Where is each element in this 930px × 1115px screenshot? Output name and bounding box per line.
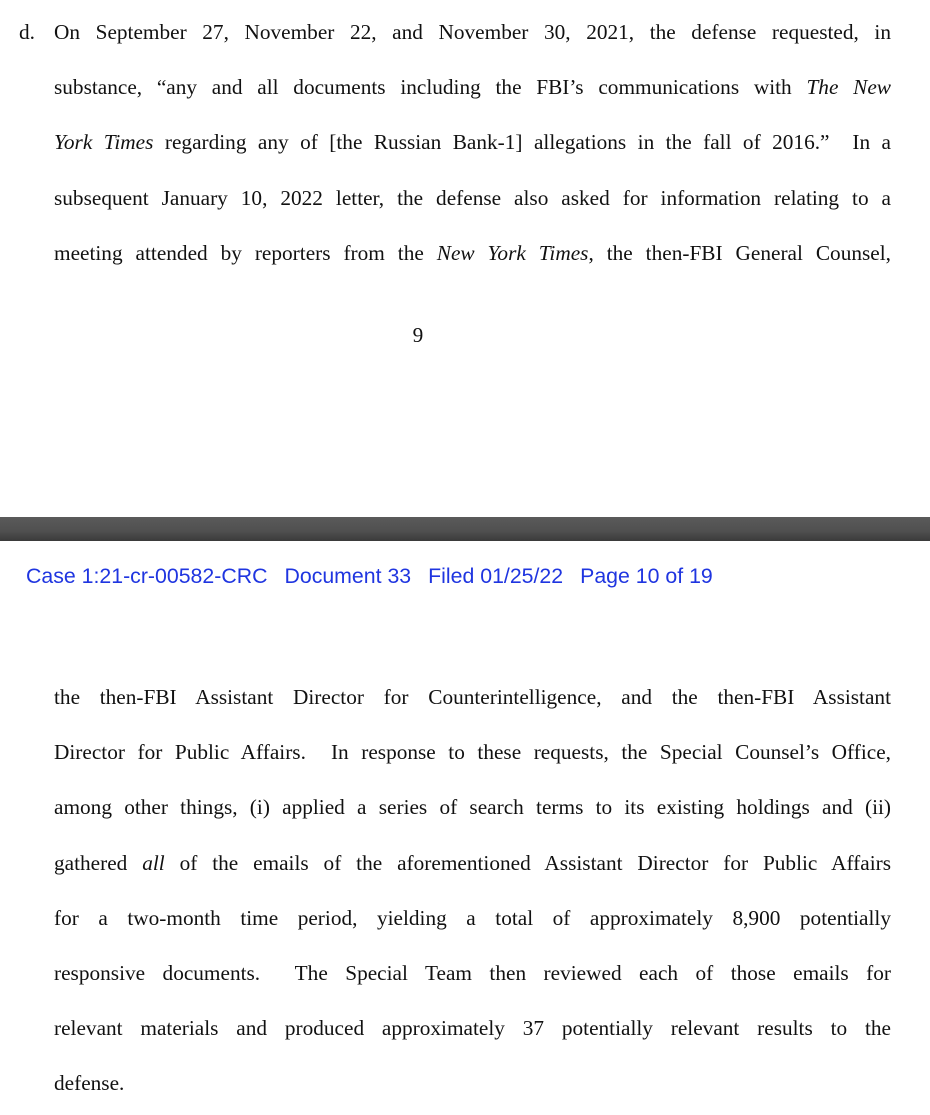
document-number: Document 33 xyxy=(284,564,412,588)
text-line: York Times regarding any of [the Russian Bank-1] allegations in the fall of 2016.” In a xyxy=(54,130,892,155)
pdf-page-10 xyxy=(0,541,930,1115)
text-line: relevant materials and produced approximately 37 potentially relevant results to the xyxy=(54,1016,891,1041)
paragraph-continued xyxy=(54,670,891,1112)
list-item-label: d. xyxy=(19,20,35,44)
text-line: the then-FBI Assistant Director for Counterintelligence, and the then-FBI Assistant xyxy=(54,685,891,709)
page-number: 9 xyxy=(412,323,424,347)
filed-date: Filed 01/25/22 xyxy=(428,564,564,588)
text-line: defense. xyxy=(54,1071,125,1096)
text-line: meeting attended by reporters from the New York Times, the then-FBI General Counsel, xyxy=(54,240,891,265)
text-line: among other things, (i) applied a series of search terms to its existing holdings and (ii) xyxy=(54,795,891,820)
italic-word: all xyxy=(142,850,165,875)
case-number: Case 1:21-cr-00582-CRC xyxy=(26,564,268,588)
page-count: Page 10 of 19 xyxy=(580,564,713,588)
pdf-page-9 xyxy=(0,0,930,517)
text-line: substance, “any and all documents including the FBI’s communications with The New xyxy=(54,75,891,100)
text-line: Director for Public Affairs. In response to these requests, the Special Counsel’s Office, xyxy=(54,740,891,765)
italic-title: York Times xyxy=(54,130,154,155)
italic-title: New York Times xyxy=(436,240,589,265)
text-line: gathered all of the emails of the aforementioned Assistant Director for Public Affairs xyxy=(54,850,892,875)
text-line: subsequent January 10, 2022 letter, the defense also asked for information relating to a xyxy=(54,185,891,210)
text-line: responsive documents. The Special Team then reviewed each of those emails for xyxy=(54,960,891,985)
italic-title: The New xyxy=(806,75,891,100)
case-header xyxy=(26,561,730,591)
paragraph-d xyxy=(54,5,891,281)
page-separator xyxy=(0,517,930,541)
text-line: for a two-month time period, yielding a total of approximately 8,900 potentially xyxy=(54,905,891,930)
text-line: On September 27, November 22, and November 30, 2021, the defense requested, in xyxy=(54,20,891,44)
